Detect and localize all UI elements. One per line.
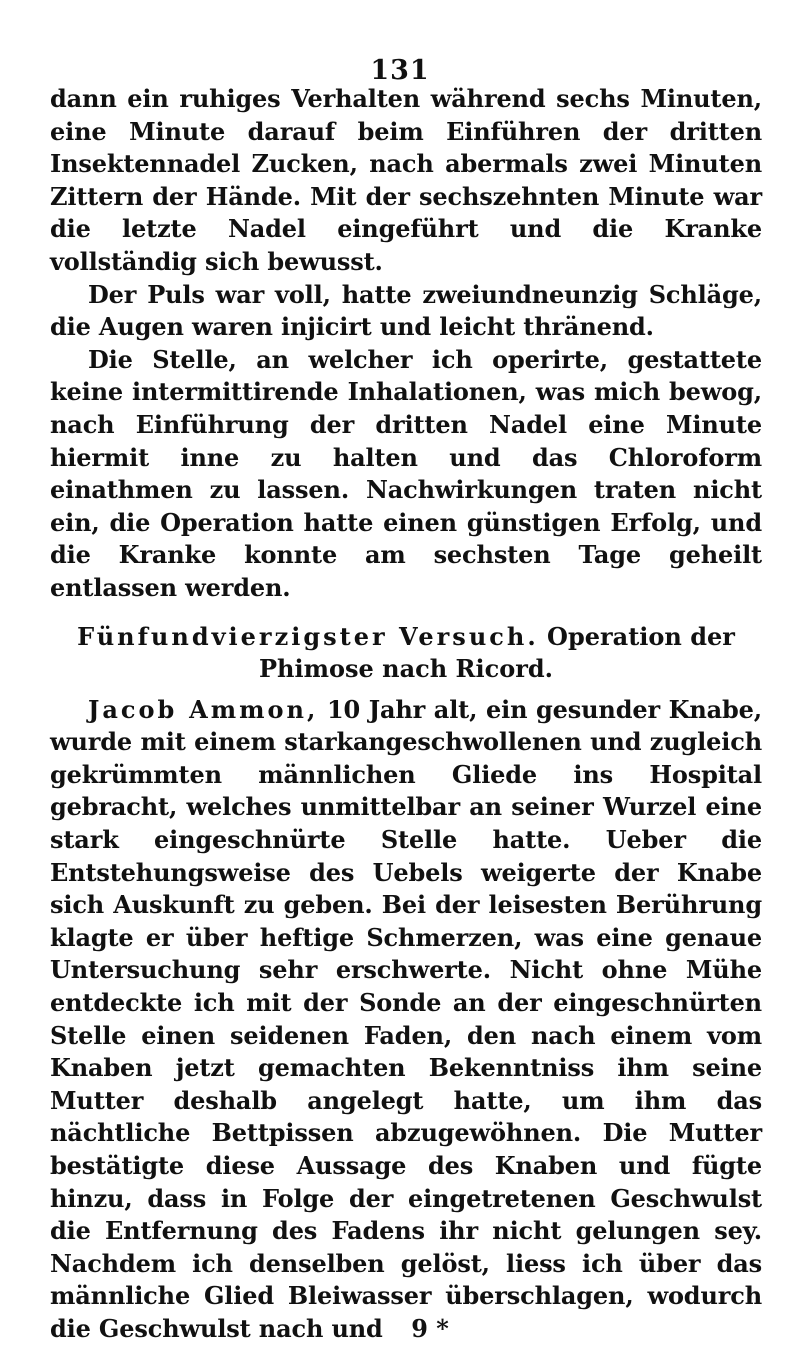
paragraph-3: Die Stelle, an welcher ich operirte, gestattete keine intermittirende Inhalationen, was mich bewog, nach Einführung der dritten Nadel eine Minute hiermit inne zu halten und das Chloroform einathmen zu lassen. Nachwirkungen traten nicht ein, die Operation hatte einen günstigen Erfolg, und die Kranke konnte am sechsten Tage geheilt entlassen werden. <box>50 344 762 602</box>
page-number: 131 <box>370 55 430 86</box>
case-paragraph <box>50 694 762 1346</box>
section-heading <box>50 621 762 686</box>
body-text <box>50 83 762 1346</box>
case-text: 10 Jahr alt, ein gesunder Knabe, wurde mit einem starkangeschwollenen und zugleich gekrümmten männlichen Gliede ins Hospital gebracht, welches unmittelbar an seiner Wurzel eine stark eingeschnürte Stelle hatte. Ueber die Entstehungsweise des Uebels weigerte der Knabe sich Auskunft zu geben. Bei der leisesten Berührung klagte er über heftige Schmerzen, was eine genaue Untersuchung sehr erschwerte. Nicht ohne Mühe entdeckte ich mit der Sonde an der eingeschnürten Stelle einen seidenen Faden, den nach einem vom Knaben jetzt gemachten Bekenntniss ihm seine Mutter deshalb angelegt hatte, um ihm das nächtliche Bettpissen abzugewöhnen. Die Mutter bestätigte diese Aussage des Knaben und fügte hinzu, dass in Folge der eingetretenen Geschwulst die Entfernung des Fadens ihr nicht gelungen sey. Nachdem ich denselben gelöst, liess ich über das männliche Glied Bleiwasser überschlagen, wodurch die Geschwulst nach und <box>50 694 762 1343</box>
heading-operation-label: Operation der <box>538 621 735 651</box>
patient-name: Jacob Ammon, <box>88 694 319 724</box>
paragraph-2: Der Puls war voll, hatte zweiundneunzig Schläge, die Augen waren injicirt und leicht thränend. <box>50 279 762 342</box>
paragraph-1: dann ein ruhiges Verhalten während sechs Minuten, eine Minute darauf beim Einführen der dritten Insektennadel Zucken, nach abermals zwei Minuten Zittern der Hände. Mit der sechszehnten Minute war die letzte Nadel eingeführt und die Kranke vollständig sich bewusst. <box>50 84 762 276</box>
heading-experiment-title: Fünfundvierzigster Versuch. <box>77 621 539 651</box>
signature-mark: 9 * <box>411 1314 449 1343</box>
heading-subtitle: Phimose nach Ricord. <box>258 654 554 684</box>
